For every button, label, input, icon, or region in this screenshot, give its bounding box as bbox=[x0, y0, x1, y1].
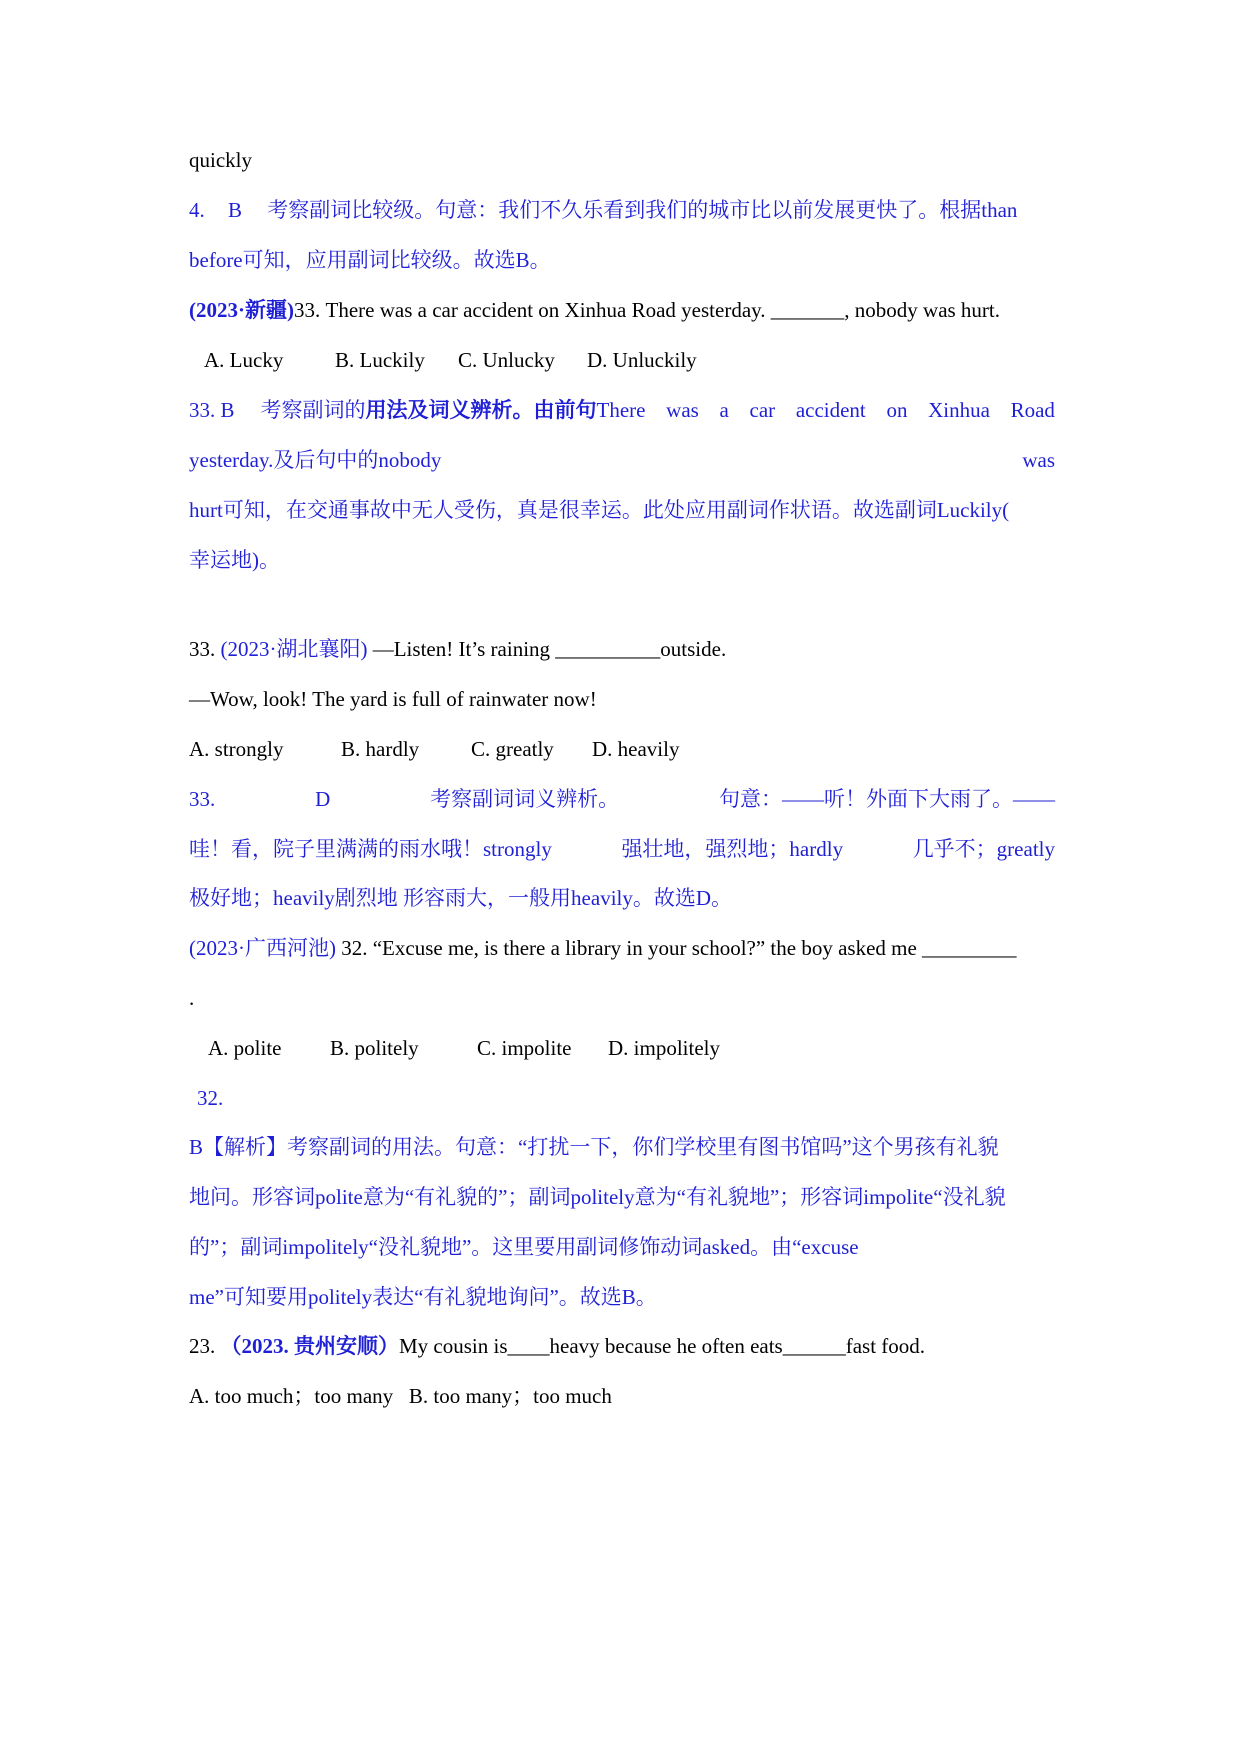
explanation-33-xinjiang-line4: 幸运地)。 bbox=[189, 548, 280, 572]
question-23-anshun-options: A. too much；too many B. too many；too much bbox=[189, 1384, 612, 1408]
question-source: (2023·新疆) bbox=[189, 298, 294, 322]
question-source: (2023·广西河池) bbox=[189, 936, 336, 960]
option-a: A. Lucky bbox=[204, 348, 284, 372]
explanation-33-xiangyang-line1: 33. D 考察副词词义辨析。 句意：——听！外面下大雨了。—— bbox=[189, 787, 1055, 811]
question-33-xinjiang-options bbox=[204, 346, 1055, 374]
question-32-hechi: (2023·广西河池) 32. “Excuse me, is there a library in your school?” the boy asked me _________ bbox=[189, 936, 1017, 960]
text-line: quickly bbox=[189, 148, 252, 172]
option-c: C. impolite bbox=[477, 1036, 572, 1060]
option-b: B. politely bbox=[330, 1036, 419, 1060]
question-33-xiangyang: 33. (2023·湖北襄阳) —Listen! It’s raining __________outside. bbox=[189, 637, 727, 661]
option-a: A. strongly bbox=[189, 737, 284, 761]
explanation-33-xiangyang-line2: 哇！看，院子里满满的雨水哦！strongly 强壮地，强烈地；hardly 几乎不；greatly bbox=[189, 837, 1055, 861]
question-23-anshun: 23. （2023. 贵州安顺）My cousin is____heavy because he often eats______fast food. bbox=[189, 1334, 926, 1358]
option-b: B. Luckily bbox=[335, 348, 425, 372]
explanation-33-xiangyang-line3: 极好地；heavily剧烈地 形容雨大，一般用heavily。故选D。 bbox=[189, 886, 733, 910]
explanation-32-line1: B【解析】考察副词的用法。句意：“打扰一下，你们学校里有图书馆吗”这个男孩有礼貌 bbox=[189, 1135, 999, 1159]
question-source: （2023. 贵州安顺） bbox=[220, 1334, 399, 1358]
option-c: C. greatly bbox=[471, 737, 554, 761]
question-32-hechi-line2: . bbox=[189, 986, 195, 1010]
question-source: (2023·湖北襄阳) bbox=[220, 637, 368, 661]
option-c: C. Unlucky bbox=[458, 348, 555, 372]
explanation-33-xinjiang-line1: 33. B 考察副词的用法及词义辨析。由前句There was a car accident on Xinhua Road bbox=[189, 398, 1055, 422]
explanation-32-number: 32. bbox=[197, 1086, 224, 1110]
option-d: D. heavily bbox=[592, 737, 680, 761]
explanation-32-line2: 地问。形容词polite意为“有礼貌的”；副词politely意为“有礼貌地”；形容词impolite“没礼貌 bbox=[189, 1185, 1006, 1209]
question-33-xiangyang-line2: —Wow, look! The yard is full of rainwater now! bbox=[189, 687, 597, 711]
option-d: D. impolitely bbox=[608, 1036, 720, 1060]
question-32-hechi-options bbox=[208, 1034, 1055, 1062]
answer-4-line1: 4. B 考察副词比较级。句意：我们不久乐看到我们的城市比以前发展更快了。根据than bbox=[189, 198, 1018, 222]
option-b: B. hardly bbox=[341, 737, 420, 761]
option-a: A. polite bbox=[208, 1036, 282, 1060]
question-33-xiangyang-options bbox=[189, 735, 1055, 763]
answer-4-line2: before可知，应用副词比较级。故选B。 bbox=[189, 248, 551, 272]
explanation-32-line3: 的”；副词impolitely“没礼貌地”。这里要用副词修饰动词asked。由“excuse bbox=[189, 1235, 859, 1259]
explanation-33-xinjiang-line2: yesterday.及后句中的nobody was bbox=[189, 448, 1055, 472]
question-33-xinjiang: (2023·新疆)33. There was a car accident on Xinhua Road yesterday. _______, nobody was hurt. bbox=[189, 298, 1001, 322]
explanation-32-line4: me”可知要用politely表达“有礼貌地询问”。故选B。 bbox=[189, 1285, 657, 1309]
explanation-33-xinjiang-line3: hurt可知，在交通事故中无人受伤，真是很幸运。此处应用副词作状语。故选副词Luckily( bbox=[189, 498, 1010, 522]
option-d: D. Unluckily bbox=[587, 348, 697, 372]
